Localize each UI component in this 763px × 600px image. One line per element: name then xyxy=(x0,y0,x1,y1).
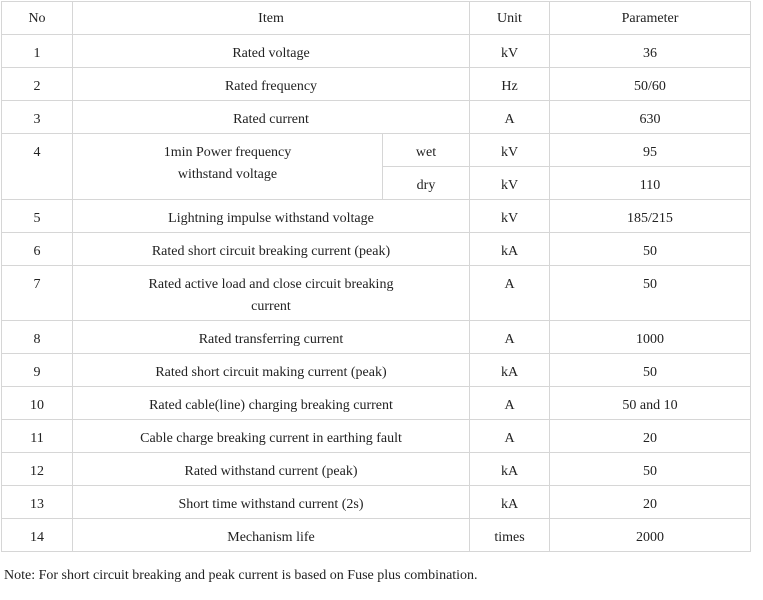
cell-item xyxy=(73,266,470,321)
cell-unit: A xyxy=(470,420,550,453)
table-row xyxy=(2,266,751,321)
cell-item: Short time withstand current (2s) xyxy=(73,486,470,519)
cell-unit: A xyxy=(470,101,550,134)
cell-param: 630 xyxy=(550,101,751,134)
cell-no: 12 xyxy=(2,453,73,486)
header-item: Item xyxy=(73,2,470,35)
cell-param: 50 xyxy=(550,354,751,387)
table-row xyxy=(2,200,751,233)
cell-no: 3 xyxy=(2,101,73,134)
cell-param: 110 xyxy=(550,167,751,200)
cell-item-line: current xyxy=(251,299,291,314)
cell-param: 36 xyxy=(550,35,751,68)
cell-unit: times xyxy=(470,519,550,552)
cell-param: 50 xyxy=(550,233,751,266)
table-row xyxy=(2,134,751,167)
cell-item: Rated voltage xyxy=(73,35,470,68)
cell-param: 50 and 10 xyxy=(550,387,751,420)
cell-unit: A xyxy=(470,387,550,420)
header-row xyxy=(2,2,751,35)
header-no: No xyxy=(2,2,73,35)
cell-no: 6 xyxy=(2,233,73,266)
cell-unit: A xyxy=(470,266,550,321)
cell-unit: kV xyxy=(470,200,550,233)
cell-item-line: withstand voltage xyxy=(177,167,278,182)
table-row xyxy=(2,486,751,519)
cell-item: Rated transferring current xyxy=(73,321,470,354)
cell-item-line: Rated active load and close circuit breaking xyxy=(148,277,394,292)
cell-item: Lightning impulse withstand voltage xyxy=(73,200,470,233)
cell-param: 1000 xyxy=(550,321,751,354)
cell-unit: kA xyxy=(470,486,550,519)
cell-item: Rated frequency xyxy=(73,68,470,101)
cell-no: 4 xyxy=(2,134,73,200)
cell-param: 20 xyxy=(550,420,751,453)
cell-item: Rated cable(line) charging breaking current xyxy=(73,387,470,420)
cell-condition: dry xyxy=(383,167,470,200)
table-row xyxy=(2,420,751,453)
cell-no: 11 xyxy=(2,420,73,453)
cell-item: Rated current xyxy=(73,101,470,134)
cell-unit: kV xyxy=(470,167,550,200)
cell-param: 50 xyxy=(550,453,751,486)
cell-item xyxy=(73,134,383,200)
header-unit: Unit xyxy=(470,2,550,35)
cell-item: Rated short circuit making current (peak) xyxy=(73,354,470,387)
cell-unit: kA xyxy=(470,354,550,387)
cell-unit: A xyxy=(470,321,550,354)
cell-param: 2000 xyxy=(550,519,751,552)
cell-no: 14 xyxy=(2,519,73,552)
cell-param: 50/60 xyxy=(550,68,751,101)
table-row xyxy=(2,68,751,101)
cell-item: Rated short circuit breaking current (peak) xyxy=(73,233,470,266)
table-row xyxy=(2,321,751,354)
cell-no: 7 xyxy=(2,266,73,321)
table-row xyxy=(2,387,751,420)
cell-unit: Hz xyxy=(470,68,550,101)
cell-no: 9 xyxy=(2,354,73,387)
cell-unit: kA xyxy=(470,453,550,486)
table-row xyxy=(2,519,751,552)
spec-table xyxy=(1,1,751,552)
header-parameter: Parameter xyxy=(550,2,751,35)
cell-item: Rated withstand current (peak) xyxy=(73,453,470,486)
cell-no: 8 xyxy=(2,321,73,354)
cell-no: 2 xyxy=(2,68,73,101)
cell-param: 185/215 xyxy=(550,200,751,233)
footnote: Note: For short circuit breaking and peak current is based on Fuse plus combination. xyxy=(4,568,478,583)
cell-item: Mechanism life xyxy=(73,519,470,552)
table-row xyxy=(2,101,751,134)
cell-unit: kV xyxy=(470,35,550,68)
table-row xyxy=(2,233,751,266)
cell-item: Cable charge breaking current in earthing fault xyxy=(73,420,470,453)
cell-no: 1 xyxy=(2,35,73,68)
table-row xyxy=(2,354,751,387)
cell-param: 95 xyxy=(550,134,751,167)
cell-condition: wet xyxy=(383,134,470,167)
cell-item-line: 1min Power frequency xyxy=(163,145,292,160)
cell-unit: kA xyxy=(470,233,550,266)
table-row xyxy=(2,453,751,486)
cell-no: 5 xyxy=(2,200,73,233)
cell-no: 10 xyxy=(2,387,73,420)
cell-param: 20 xyxy=(550,486,751,519)
cell-no: 13 xyxy=(2,486,73,519)
cell-unit: kV xyxy=(470,134,550,167)
cell-param: 50 xyxy=(550,266,751,321)
table-row xyxy=(2,35,751,68)
